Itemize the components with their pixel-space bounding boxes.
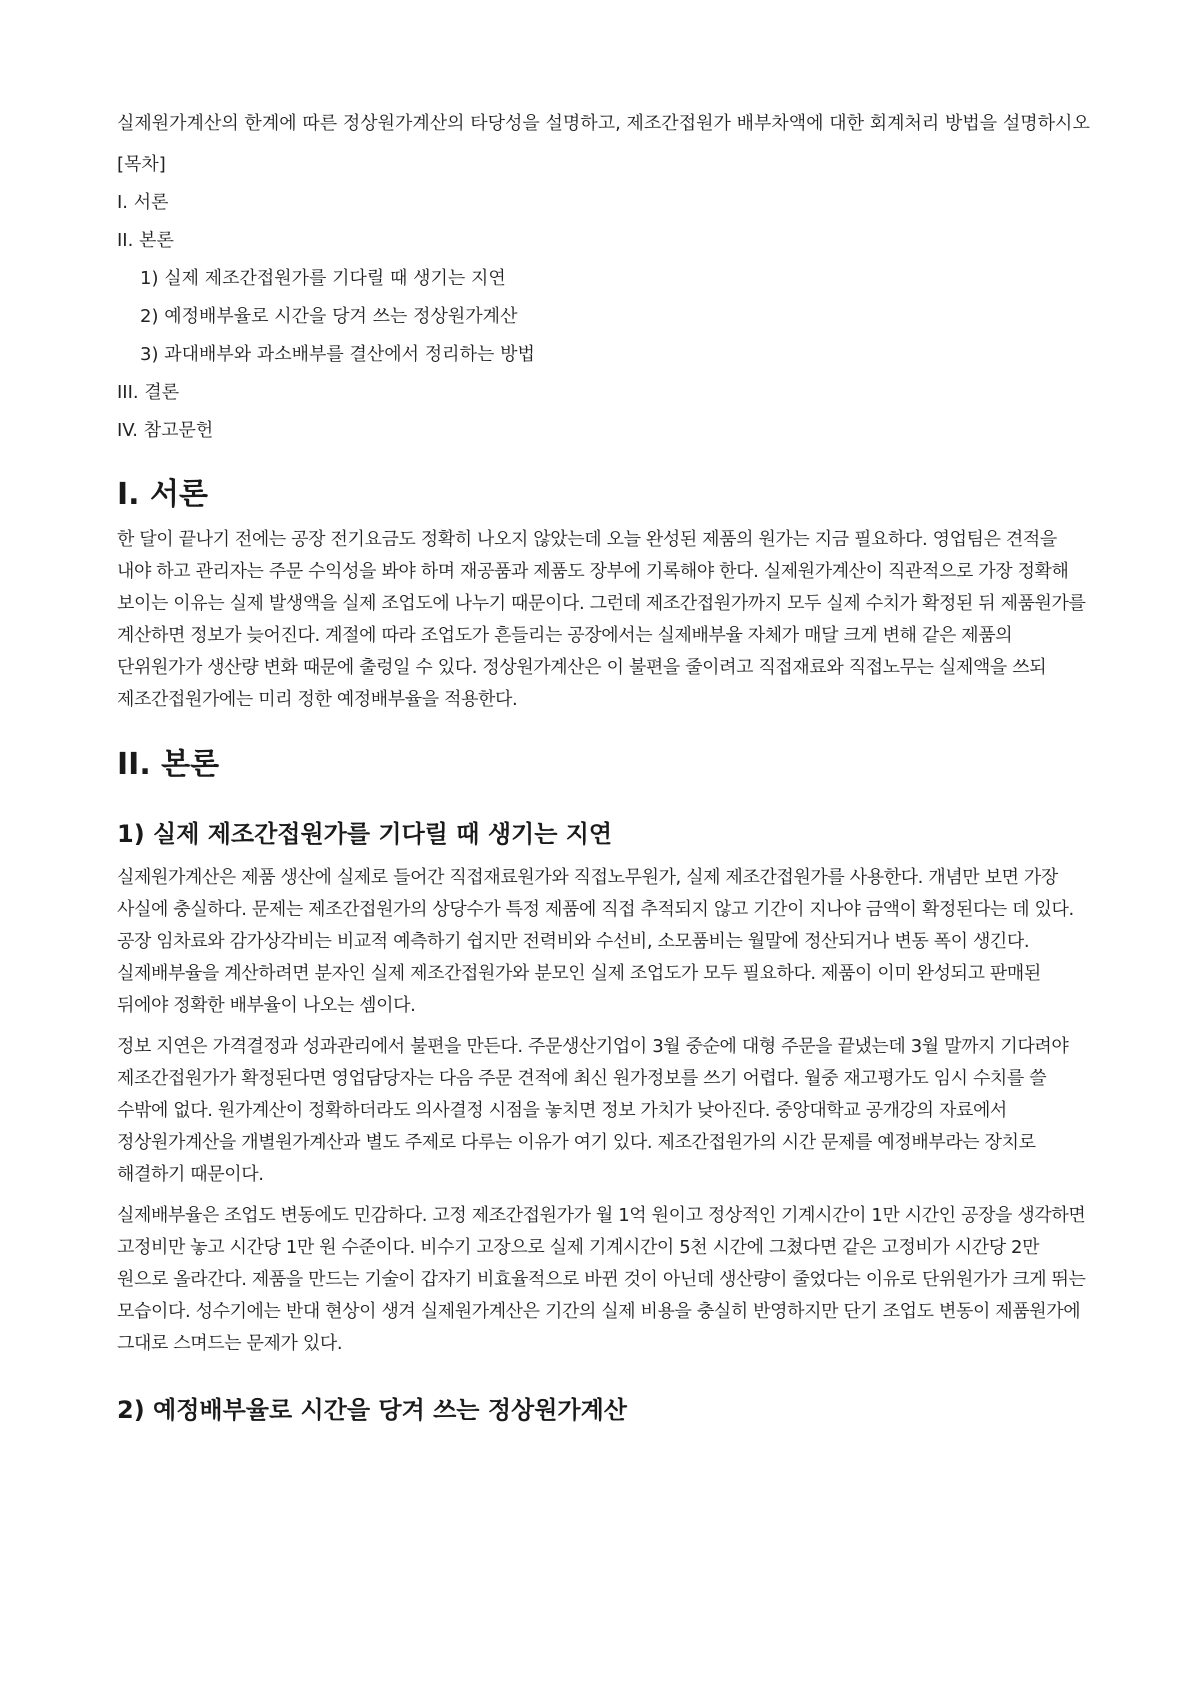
toc-label: [목차]: [117, 154, 166, 175]
toc-item-body: II. 본론: [117, 230, 174, 251]
toc-item-body-1: 1) 실제 제조간접원가를 기다릴 때 생기는 지연: [140, 268, 506, 289]
toc-item-references: IV. 참고문헌: [117, 420, 214, 441]
intro-heading: I. 서론: [117, 477, 208, 512]
document-page: [117, 108, 1092, 1438]
intro-paragraph: 한 달이 끝나기 전에는 공장 전기요금도 정확히 나오지 않았는데 오늘 완성된 제품의 원가는 지금 필요하다. 영업팀은 견적을 내야 하고 관리자는 주문 수익성을 봐야 하며 재공품과 제품도 장부에 기록해야 한다. 실제원가계산이 직관적으로 가장 정확해 보이는 이유는 실제 발생액을 실제 조업도에 나누기 때문이다. 그런데 제조간접원가까지 모두 실제 수치가 확정된 뒤 제품원가를 계산하면 정보가 늦어진다. 계절에 따라 조업도가 흔들리는 공장에서는 실제배부율 자체가 매달 크게 변해 같은 제품의 단위원가가 생산량 변화 때문에 출렁일 수 있다. 정상원가계산은 이 불편을 줄이려고 직접재료와 직접노무는 실제액을 쓰되 제조간접원가에는 미리 정한 예정배부율을 적용한다.: [117, 529, 1086, 710]
toc-item-body-2: 2) 예정배부율로 시간을 당겨 쓰는 정상원가계산: [140, 306, 518, 327]
body-heading: II. 본론: [117, 747, 220, 782]
table-of-contents: [117, 152, 1092, 444]
body-sub1-heading: 1) 실제 제조간접원가를 기다릴 때 생기는 지연: [117, 820, 613, 848]
body-sub1-paragraph-2: 정보 지연은 가격결정과 성과관리에서 불편을 만든다. 주문생산기업이 3월 중순에 대형 주문을 끝냈는데 3월 말까지 기다려야 제조간접원가가 확정된다면 영업담당자는 다음 주문 견적에 최신 원가정보를 쓰기 어렵다. 월중 재고평가도 임시 수치를 쓸 수밖에 없다. 원가계산이 정확하더라도 의사결정 시점을 놓치면 정보 가치가 낮아진다. 중앙대학교 공개강의 자료에서 정상원가계산을 개별원가계산과 별도 주제로 다루는 이유가 여기 있다. 제조간접원가의 시간 문제를 예정배부라는 장치로 해결하기 때문이다.: [117, 1036, 1069, 1185]
body-sub1-paragraph-3: 실제배부율은 조업도 변동에도 민감하다. 고정 제조간접원가가 월 1억 원이고 정상적인 기계시간이 1만 시간인 공장을 생각하면 고정비만 놓고 시간당 1만 원 수준이다. 비수기 고장으로 실제 기계시간이 5천 시간에 그쳤다면 같은 고정비가 시간당 2만 원으로 올라간다. 제품을 만드는 기술이 갑자기 비효율적으로 바뀐 것이 아닌데 생산량이 줄었다는 이유로 단위원가가 크게 뛰는 모습이다. 성수기에는 반대 현상이 생겨 실제원가계산은 기간의 실제 비용을 충실히 반영하지만 단기 조업도 변동이 제품원가에 그대로 스며드는 문제가 있다.: [117, 1205, 1086, 1354]
body-sub2-heading: 2) 예정배부율로 시간을 당겨 쓰는 정상원가계산: [117, 1396, 627, 1424]
question-title: 실제원가계산의 한계에 따른 정상원가계산의 타당성을 설명하고, 제조간접원가 배부차액에 대한 회계처리 방법을 설명하시오: [117, 113, 1090, 134]
toc-item-conclusion: III. 결론: [117, 382, 180, 403]
body-sub1-paragraph-1: 실제원가계산은 제품 생산에 실제로 들어간 직접재료원가와 직접노무원가, 실제 제조간접원가를 사용한다. 개념만 보면 가장 사실에 충실하다. 문제는 제조간접원가의 상당수가 특정 제품에 직접 추적되지 않고 기간이 지나야 금액이 확정된다는 데 있다. 공장 임차료와 감가상각비는 비교적 예측하기 쉽지만 전력비와 수선비, 소모품비는 월말에 정산되거나 변동 폭이 생긴다. 실제배부율을 계산하려면 분자인 실제 제조간접원가와 분모인 실제 조업도가 모두 필요하다. 제품이 이미 완성되고 판매된 뒤에야 정확한 배부율이 나오는 셈이다.: [117, 867, 1074, 1016]
toc-item-intro: I. 서론: [117, 192, 169, 213]
toc-item-body-3: 3) 과대배부와 과소배부를 결산에서 정리하는 방법: [140, 344, 535, 365]
